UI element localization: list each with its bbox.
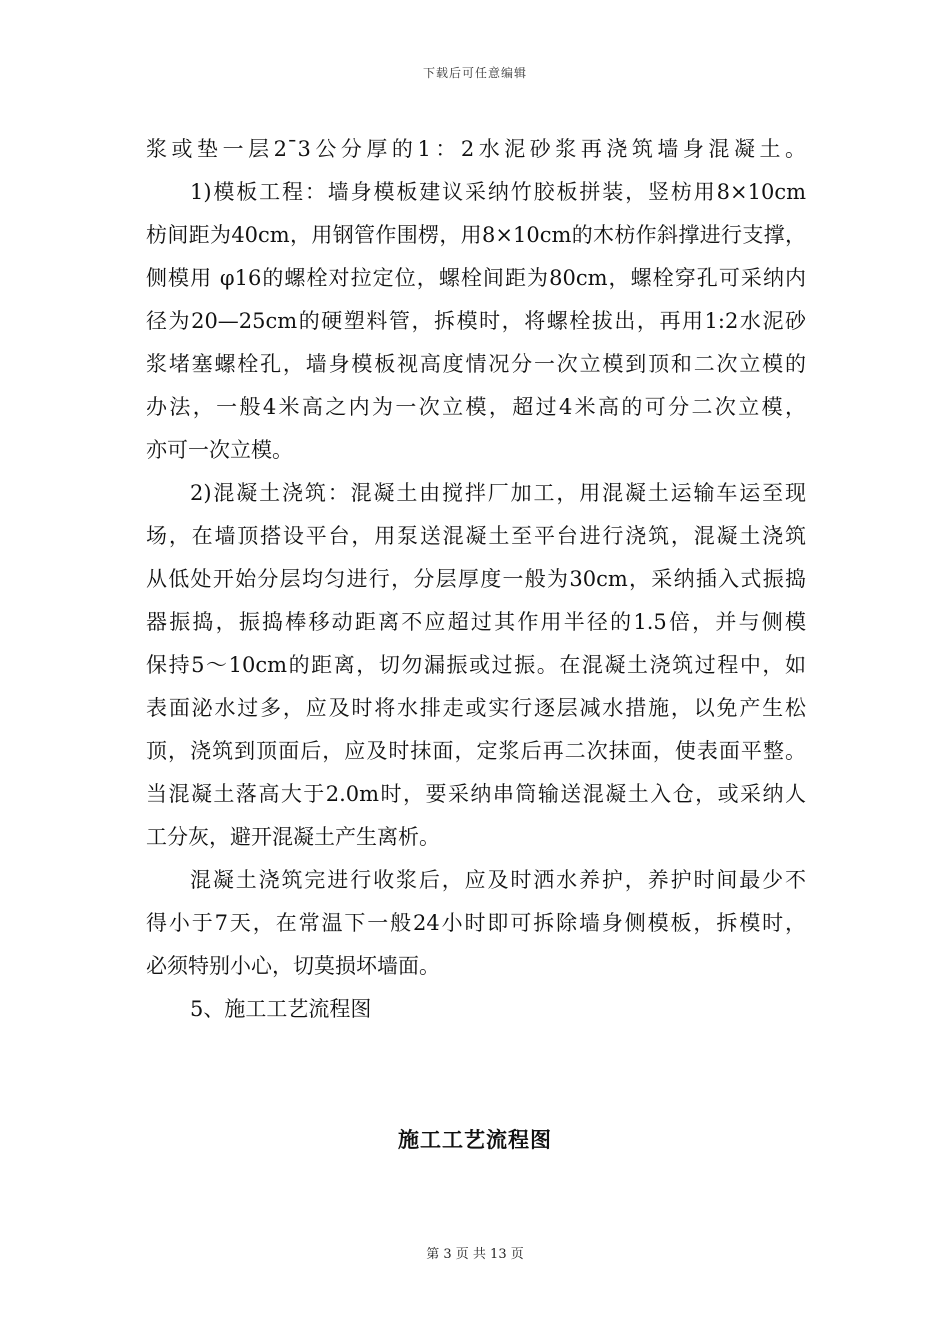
text-line: 办法，一般4米高之内为一次立模，超过4米高的可分二次立模，	[146, 395, 806, 419]
text-line: 亦可一次立模。	[146, 438, 293, 462]
text-line: 得小于7天，在常温下一般24小时即可拆除墙身侧模板，拆模时，	[146, 911, 806, 935]
text-line: 2)混凝土浇筑：混凝土由搅拌厂加工，用混凝土运输车运至现	[190, 481, 806, 505]
text-line: 工分灰，避开混凝土产生离析。	[146, 825, 440, 849]
section-title: 施工工艺流程图	[398, 1127, 552, 1152]
text-line: 1)模板工程：墙身模板建议采纳竹胶板拼装，竖枋用8×10cm	[190, 180, 806, 204]
text-line: 侧模用 φ16的螺栓对拉定位，螺栓间距为80cm，螺栓穿孔可采纳内	[146, 266, 806, 290]
text-line: 当混凝土落高大于2.0m时，要采纳串筒输送混凝土入仓，或采纳人	[146, 782, 806, 806]
text-line: 顶，浇筑到顶面后，应及时抹面，定浆后再二次抹面，使表面平整。	[146, 739, 806, 763]
text-line: 枋间距为40cm，用钢管作围楞，用8×10cm的木枋作斜撑进行支撑，	[146, 223, 806, 247]
text-line: 场，在墙顶搭设平台，用泵送混凝土至平台进行浇筑，混凝土浇筑	[146, 524, 806, 548]
text-line: 保持5～10cm的距离，切勿漏振或过振。在混凝土浇筑过程中，如	[146, 653, 806, 677]
page-number-footer: 第 3 页 共 13 页	[426, 1247, 524, 1262]
document-body	[146, 128, 806, 1031]
page-header-note: 下载后可任意编辑	[422, 66, 527, 80]
text-line: 浆堵塞螺栓孔，墙身模板视高度情况分一次立模到顶和二次立模的	[146, 352, 806, 376]
section-heading-line: 5、施工工艺流程图	[190, 997, 372, 1021]
text-line: 混凝土浇筑完进行收浆后，应及时洒水养护，养护时间最少不	[190, 868, 806, 892]
text-line: 表面泌水过多，应及时将水排走或实行逐层减水措施，以免产生松	[146, 696, 806, 720]
text-line: 从低处开始分层均匀进行，分层厚度一般为30cm，采纳插入式振捣	[146, 567, 806, 591]
text-line: 必须特别小心，切莫损坏墙面。	[146, 954, 440, 978]
text-line: 浆或垫一层2¯3公分厚的1：2水泥砂浆再浇筑墙身混凝土。	[146, 137, 806, 161]
text-line: 器振捣，振捣棒移动距离不应超过其作用半径的1.5倍，并与侧模	[146, 610, 806, 634]
text-line: 径为20—25cm的硬塑料管，拆模时，将螺栓拔出，再用1:2水泥砂	[146, 309, 806, 333]
